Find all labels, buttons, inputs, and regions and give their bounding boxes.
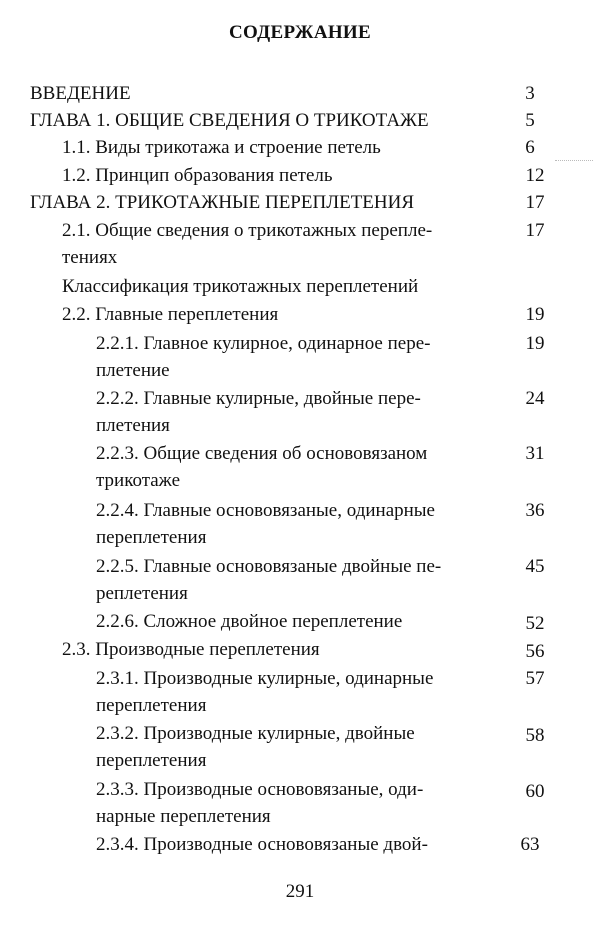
- toc-entry-2-3[interactable]: [62, 636, 320, 663]
- toc-entry-2-2-5[interactable]: [96, 553, 506, 607]
- toc-entry-2-3-1[interactable]: [96, 665, 506, 719]
- toc-page-number: 63: [520, 834, 540, 855]
- toc-entry-line-1: 2.3.2. Производные кулирные, двойные: [96, 723, 415, 744]
- toc-entry-line-1: 2.2.3. Общие сведения об основовязаном: [96, 443, 428, 464]
- toc-entry-line-2: плетение: [96, 360, 170, 381]
- toc-page-number: 6: [525, 137, 535, 158]
- toc-entry-line-2: тениях: [62, 247, 118, 268]
- toc-entry-chapter-1[interactable]: [30, 107, 429, 134]
- toc-page-number: 45: [525, 556, 545, 577]
- toc-entry-line-2: плетения: [96, 415, 170, 436]
- toc-entry-text: 1.1. Виды трикотажа и строение петель: [62, 137, 381, 158]
- toc-page-number: 31: [525, 443, 545, 464]
- toc-entry-text: 2.2. Главные переплетения: [62, 304, 279, 325]
- toc-page-number: 60: [525, 781, 545, 802]
- toc-page-number: 12: [525, 165, 545, 186]
- toc-page-number: 36: [525, 500, 545, 521]
- toc-entry-2-2[interactable]: [62, 301, 278, 328]
- toc-page-number: 19: [525, 304, 545, 325]
- toc-entry-text: ГЛАВА 1. ОБЩИЕ СВЕДЕНИЯ О ТРИКОТАЖЕ: [30, 110, 429, 131]
- toc-entry-text: ГЛАВА 2. ТРИКОТАЖНЫЕ ПЕРЕПЛЕТЕНИЯ: [30, 192, 415, 213]
- toc-entry-2-2-1[interactable]: [96, 330, 506, 384]
- toc-entry-line-1: 2.2.1. Главное кулирное, одинарное пере-: [96, 333, 431, 354]
- toc-entry-classification[interactable]: [62, 273, 418, 300]
- toc-entry-text: 1.2. Принцип образования петель: [62, 165, 333, 186]
- toc-entry-1-2[interactable]: [62, 162, 333, 189]
- toc-page-number: 3: [525, 83, 535, 104]
- toc-entry-2-2-2[interactable]: [96, 385, 506, 439]
- toc-entry-line-1: 2.3.1. Производные кулирные, одинарные: [96, 668, 434, 689]
- toc-entry-2-2-4[interactable]: [96, 497, 506, 551]
- scan-artifact: [555, 160, 593, 162]
- toc-entry-text: 2.3. Производные переплетения: [62, 639, 320, 660]
- toc-entry-text: ВВЕДЕНИЕ: [30, 83, 131, 104]
- toc-entry-text: 2.2.6. Сложное двойное переплетение: [96, 611, 403, 632]
- toc-entry-2-2-6[interactable]: [96, 608, 402, 635]
- toc-entry-line-2: трикотаже: [96, 470, 180, 491]
- toc-entry-2-1[interactable]: [62, 217, 502, 271]
- toc-entry-1-1[interactable]: [62, 134, 381, 161]
- toc-entry-2-3-4[interactable]: [96, 831, 428, 858]
- toc-page-number: 17: [525, 192, 545, 213]
- toc-page-number: 58: [525, 725, 545, 746]
- page-title: СОДЕРЖАНИЕ: [229, 22, 371, 43]
- toc-entry-line-1: 2.2.5. Главные основовязаные двойные пе-: [96, 556, 442, 577]
- toc-entry-line-2: нарные переплетения: [96, 806, 271, 827]
- toc-entry-2-2-3[interactable]: [96, 440, 506, 494]
- toc-entry-text: 2.3.4. Производные основовязаные двой-: [96, 834, 428, 855]
- toc-page-number: 24: [525, 388, 545, 409]
- toc-page-number: 19: [525, 333, 545, 354]
- toc-entry-line-1: 2.2.4. Главные основовязаные, одинарные: [96, 500, 435, 521]
- toc-entry-line-2: реплетения: [96, 583, 188, 604]
- toc-entry-line-1: 2.1. Общие сведения о трикотажных перепле-: [62, 220, 433, 241]
- toc-entry-line-2: переплетения: [96, 750, 207, 771]
- toc-entry-chapter-2[interactable]: [30, 189, 414, 216]
- toc-entry-2-3-3[interactable]: [96, 776, 506, 830]
- toc-entry-2-3-2[interactable]: [96, 720, 506, 774]
- toc-page-number: 52: [525, 613, 545, 634]
- toc-entry-line-2: переплетения: [96, 695, 207, 716]
- toc-entry-text: Классификация трикотажных переплетений: [62, 276, 419, 297]
- toc-entry-line-1: 2.3.3. Производные основовязаные, оди-: [96, 779, 424, 800]
- toc-page-number: 17: [525, 220, 545, 241]
- toc-page-number: 57: [525, 668, 545, 689]
- toc-entry-line-2: переплетения: [96, 527, 207, 548]
- toc-entry-line-1: 2.2.2. Главные кулирные, двойные пере-: [96, 388, 421, 409]
- toc-entry-introduction[interactable]: [30, 80, 131, 107]
- toc-page-number: 56: [525, 641, 545, 662]
- page-number-footer: 291: [285, 881, 315, 902]
- toc-page-number: 5: [525, 110, 535, 131]
